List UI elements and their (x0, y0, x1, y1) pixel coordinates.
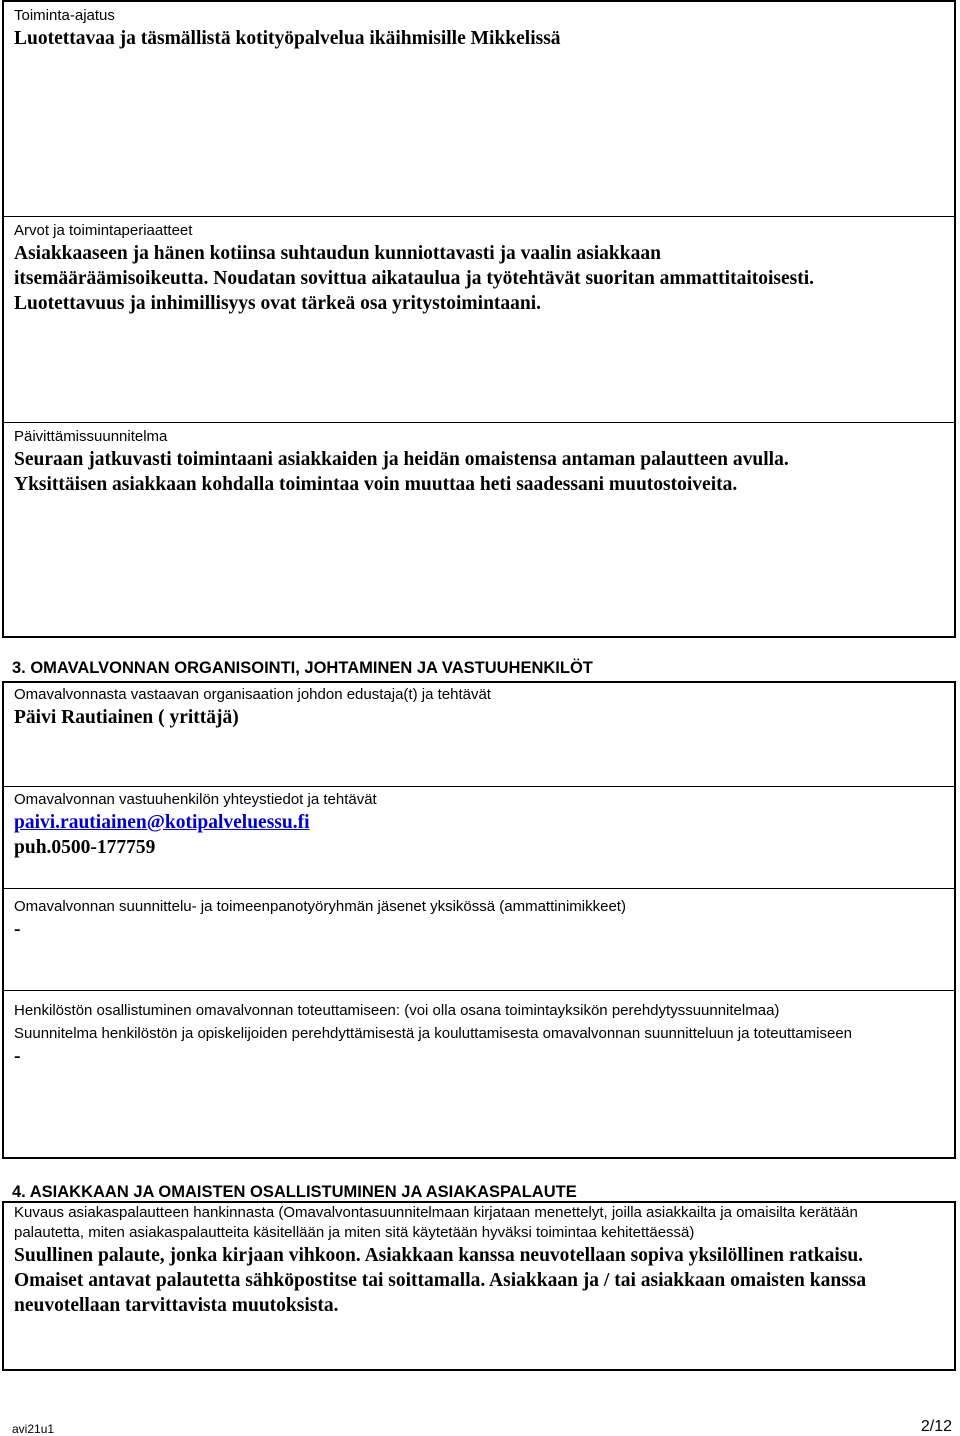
section-3-box (2, 681, 956, 1159)
arvot-line-1: Asiakkaaseen ja hänen kotiinsa suhtaudun kunniottavasti ja vaalin asiakkaan (14, 243, 661, 264)
henkilosto-cell (4, 990, 954, 1155)
kuvaus-label-2: palautetta, miten asiakaspalautteita käsitellään ja miten sitä käytetään hyväksi toimintaa kehitettäessä) (14, 1224, 695, 1241)
arvot-cell (4, 216, 954, 416)
henkilosto-label-1: Henkilöstön osallistuminen omavalvonnan toteuttamiseen: (voi olla osana toimintayksikön perehdytyssuunnitelmaa) (14, 1002, 780, 1019)
paivitys-line-2: Yksittäisen asiakkaan kohdalla toimintaa voin muuttaa heti saadessani muutostoiveita. (14, 474, 738, 495)
toiminta-ajatus-label: Toiminta-ajatus (14, 7, 115, 24)
paivitys-label: Päivittämissuunnitelma (14, 428, 168, 445)
ryhma-cell (4, 888, 954, 990)
toiminta-ajatus-text: Luotettavaa ja täsmällistä kotityöpalvelua ikäihmisille Mikkelissä (14, 28, 561, 49)
paivitys-cell (4, 422, 954, 636)
henkilosto-label-2: Suunnitelma henkilöstön ja opiskelijoiden perehdyttämisestä ja kouluttamisesta omavalvonnan suunnitteluun ja toteuttamiseen (14, 1025, 853, 1042)
toiminta-ajatus-cell (4, 6, 954, 214)
kuvaus-cell (4, 1203, 954, 1369)
section-3-heading: 3. OMAVALVONNAN ORGANISOINTI, JOHTAMINEN JA VASTUUHENKILÖT (12, 659, 593, 677)
ryhma-value: - (14, 919, 21, 940)
section-4-heading: 4. ASIAKKAAN JA OMAISTEN OSALLISTUMINEN JA ASIAKASPALAUTE (12, 1183, 577, 1201)
henkilosto-value: - (14, 1046, 21, 1067)
johto-label: Omavalvonnasta vastaavan organisaation johdon edustaja(t) ja tehtävät (14, 686, 491, 703)
palaute-paragraph-1: Suullinen palaute, jonka kirjaan vihkoon. Asiakkaan kanssa neuvotellaan sopiva yksilöllinen ratkaisu. (14, 1245, 864, 1266)
johto-cell (4, 685, 954, 785)
section-4-box (2, 1201, 956, 1371)
vastuu-email-link[interactable]: paivi.rautiainen@kotipalveluessu.fi (14, 812, 310, 833)
arvot-line-3: Luotettavuus ja inhimillisyys ovat tärkeä osa yritystoimintaani. (14, 293, 542, 314)
vastuu-phone: puh.0500-177759 (14, 837, 156, 858)
arvot-line-2: itsemääräämisoikeutta. Noudatan sovittua aikataulua ja työtehtävät suoritan ammattitaitoisesti. (14, 268, 815, 289)
section-1-box (2, 0, 956, 638)
vastuu-cell (4, 786, 954, 888)
johto-value: Päivi Rautiainen ( yrittäjä) (14, 707, 239, 728)
kuvaus-label-1: Kuvaus asiakaspalautteen hankinnasta (Omavalvontasuunnitelmaan kirjataan menettelyt, joilla asiakkailta ja omaisilta kerätään (14, 1204, 858, 1221)
paivitys-line-1: Seuraan jatkuvasti toimintaani asiakkaiden ja heidän omaistensa antaman palautteen avulla. (14, 449, 789, 470)
ryhma-label: Omavalvonnan suunnittelu- ja toimeenpanotyöryhmän jäsenet yksikössä (ammattinimikkeet) (14, 898, 626, 915)
palaute-paragraph-2: Omaiset antavat palautetta sähköpostitse tai soittamalla. Asiakkaan ja / tai asiakkaan omaisten kanssa neuvotellaan tarvittavista muutoksista. (14, 1270, 867, 1316)
arvot-label: Arvot ja toimintaperiaatteet (14, 222, 193, 239)
vastuu-label: Omavalvonnan vastuuhenkilön yhteystiedot ja tehtävät (14, 791, 377, 808)
page-number: 2/12 (920, 1418, 952, 1435)
doc-code: avi21u1 (12, 1422, 55, 1436)
